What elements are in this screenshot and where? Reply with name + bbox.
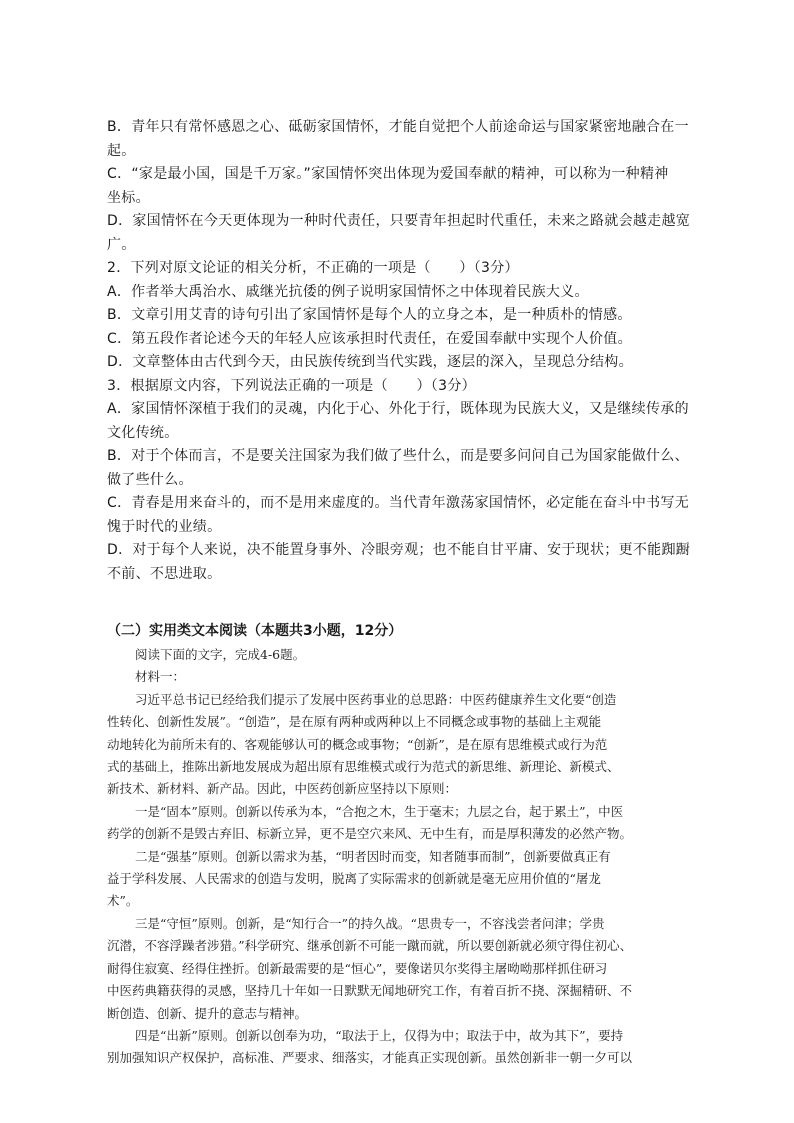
text-line: B．对于个体而言，不是要关注国家为我们做了些什么，而是要多问问自己为国家能做什么、 xyxy=(107,448,689,464)
material-text-line: 新技术、新材料、新产品。因此，中医药创新应坚持以下原则： xyxy=(107,781,458,797)
text-line: 做了些什么。 xyxy=(107,471,193,488)
text-line: 愧于时代的业绩。 xyxy=(107,518,222,535)
reading-material-block xyxy=(107,644,689,1070)
material-text-line: 药学的创新不是毁古弃旧、标新立异，更不是空穴来风、无中生有，而是厚积薄发的必然产物。 xyxy=(107,826,633,842)
material-text-line: 益于学科发展、人民需求的创造与发明，脱离了实际需求的创新就是毫无应用价值的“屠龙 xyxy=(107,871,601,887)
material-text-line: 中医药典籍获得的灵感，坚持几十年如一日默默无闻地研究工作，有着百折不挠、深掘精研、不 xyxy=(107,983,633,999)
text-line: C．第五段作者论述今天的年轻人应该承担时代责任，在爱国奉献中实现个人价值。 xyxy=(107,330,632,347)
material-text-line: 四是“出新”原则。创新以创奉为功，“取法于上，仅得为中；取法于中，故为其下”，要持 xyxy=(135,1027,624,1043)
material-text-line: 性转化、创新性发展”。“创造”，是在原有两种或两种以上不同概念或事物的基础上主观能 xyxy=(107,714,602,730)
material-text-line: 沉潜，不容浮躁者涉猎。”科学研究、继承创新不可能一蹴而就，所以要创新就必须守得住初心、 xyxy=(107,938,633,954)
text-line: C．“家是最小国，国是千万家。”家国情怀突出体现为爱国奉献的精神，可以称为一种精神 xyxy=(107,166,669,182)
material-text-line: 二是“强基”原则。创新以需求为基，“明者因时而变，知者随事而制”，创新要做真正有 xyxy=(135,848,611,864)
text-line: D．家国情怀在今天更体现为一种时代责任，只要青年担起时代重任，未来之路就会越走越宽 xyxy=(107,213,691,229)
material-text-line: 一是“固本”原则。创新以传承为本，“合抱之木，生于毫末；九层之台，起于累土”，中医 xyxy=(135,803,624,819)
text-line: 坐标。 xyxy=(107,189,150,206)
text-line: 起。 xyxy=(107,142,136,159)
text-line: C．青春是用来奋斗的，而不是用来虚度的。当代青年激荡家国情怀，必定能在奋斗中书写无 xyxy=(107,495,690,511)
text-line: A．家国情怀深植于我们的灵魂，内化于心、外化于行，既体现为民族大义，又是继续传承的 xyxy=(107,401,689,417)
text-line: 不前、不思进取。 xyxy=(107,565,222,582)
material-text-line: 耐得住寂寞、经得住挫折。创新最需要的是“恒心”，要像诺贝尔奖得主屠呦呦那样抓住研习 xyxy=(107,960,608,976)
text-line: B．青年只有常怀感恩之心、砥砺家国情怀，才能自觉把个人前途命运与国家紧密地融合在一 xyxy=(107,119,689,135)
text-line: B．文章引用艾青的诗句引出了家国情怀是每个人的立身之本，是一种质朴的情感。 xyxy=(107,307,632,323)
material-text-line: 术”。 xyxy=(107,893,139,909)
text-line: 广。 xyxy=(107,236,136,253)
material-text-line: 材料一： xyxy=(135,669,186,685)
text-line: A．作者举大禹治水、戚继光抗倭的例子说明家国情怀之中体现着民族大义。 xyxy=(107,283,589,300)
material-text-line: 断创造、创新、提升的意志与精神。 xyxy=(107,1005,308,1021)
material-text-line: 习近平总书记已经给我们提示了发展中医药事业的总思路：中医药健康养生文化要“创造 xyxy=(135,691,617,707)
material-text-line: 别加强知识产权保护，高标准、严要求、细落实，才能真正实现创新。虽然创新非一朝一夕可以 xyxy=(107,1050,633,1066)
text-line: D．对于每个人来说，决不能置身事外、冷眼旁观；也不能自甘平庸、安于现状；更不能踟蹰 xyxy=(107,542,691,558)
text-line: 2．下列对原文论证的相关分析，不正确的一项是（ ）（3分） xyxy=(107,260,519,276)
material-text-line: 三是“守恒”原则。创新，是“知行合一”的持久战。“思贵专一，不容浅尝者问津；学贵 xyxy=(135,915,605,931)
material-text-line: 式的基础上，推陈出新地发展成为超出原有思维模式或行为范式的新思维、新理论、新模式、 xyxy=(107,759,620,775)
question-options-block xyxy=(107,116,689,586)
material-text-line: 阅读下面的文字，完成4-6题。 xyxy=(135,647,306,662)
text-line: 文化传统。 xyxy=(107,424,179,441)
text-line: D．文章整体由古代到今天，由民族传统到当代实践，逐层的深入，呈现总分结构。 xyxy=(107,354,633,370)
section-heading: （二）实用类文本阅读（本题共3小题，12分） xyxy=(107,623,403,639)
material-text-line: 动地转化为前所未有的、客观能够认可的概念或事物；“创新”，是在原有思维模式或行为范 xyxy=(107,736,608,752)
text-line: 3．根据原文内容，下列说法正确的一项是（ ）（3分） xyxy=(107,377,476,394)
